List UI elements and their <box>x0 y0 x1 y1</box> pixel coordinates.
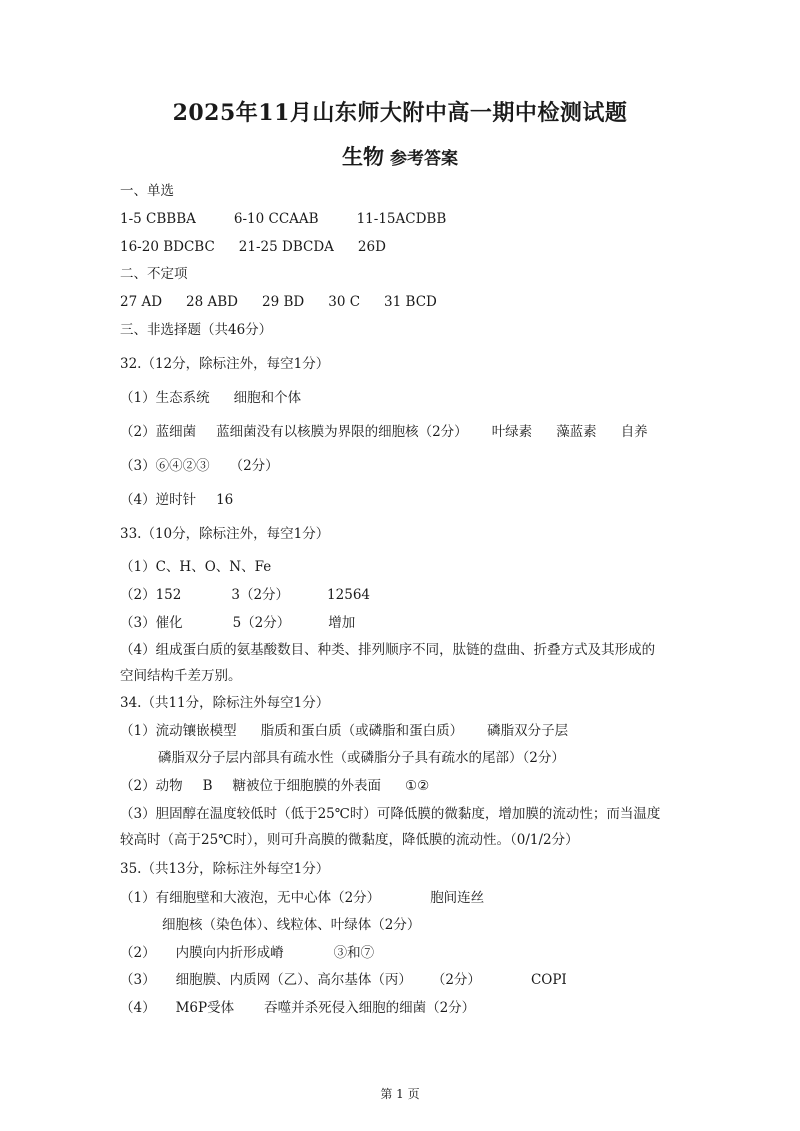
answer-text: 脂质和蛋白质（或磷脂和蛋白质） <box>260 723 464 739</box>
answer-text: （4）逆时针 <box>120 492 197 508</box>
answer-text: 16 <box>216 492 234 508</box>
answer-group: 29 BD <box>262 294 305 310</box>
answer-text: 增加 <box>328 615 356 631</box>
answer-text: COPI <box>530 972 567 988</box>
subject-label: 生物 <box>342 144 384 169</box>
answer-text: （3）⑥④②③ <box>120 458 210 474</box>
answer-text: 叶绿素 <box>491 424 533 440</box>
answer-text: M6P受体 <box>175 1000 235 1016</box>
question-header-34: 34.（共11分，除标注外每空1分） <box>120 695 330 711</box>
question-header-35: 35.（共13分，除标注外每空1分） <box>120 861 330 877</box>
section-heading-single-choice: 一、单选 <box>120 183 174 199</box>
answer-row <box>120 210 446 228</box>
answer-row <box>120 722 568 740</box>
answer-row <box>120 889 484 907</box>
answer-text: 蓝细菌没有以核膜为界限的细胞核（2分） <box>216 424 468 440</box>
answer-text: （2分） <box>229 458 279 474</box>
answer-group: 30 C <box>328 294 361 310</box>
page-number: 第 1 页 <box>380 1087 420 1101</box>
answer-text: （2）动物 <box>120 778 183 794</box>
answer-row: 磷脂双分子层内部具有疏水性（或磷脂分子具有疏水的尾部）（2分） <box>158 750 565 766</box>
answer-row <box>120 423 648 441</box>
document-title: 2025年11月山东师大附中高一期中检测试题 <box>172 100 628 126</box>
answer-text: 自养 <box>620 424 648 440</box>
answer-row: （4）组成蛋白质的氨基酸数目、种类、排列顺序不同，肽链的盘曲、折叠方式及其形成的 <box>120 642 656 658</box>
answer-text: 5（2分） <box>232 615 291 631</box>
answer-text: 细胞和个体 <box>233 390 302 406</box>
answer-row <box>120 389 301 407</box>
answer-text: ③和⑦ <box>333 945 375 961</box>
answer-text: 内膜向内折形成嵴 <box>175 945 284 961</box>
answer-group: 28 ABD <box>186 294 239 310</box>
section-heading-non-choice: 三、非选择题（共46分） <box>120 322 273 338</box>
answer-group: 26D <box>357 239 386 255</box>
answer-row <box>120 777 429 795</box>
answer-group: 16-20 BDCBC <box>120 239 215 255</box>
answer-row <box>120 238 386 256</box>
answer-text: 12564 <box>327 587 370 603</box>
answer-row <box>120 999 475 1017</box>
answer-text: （1）生态系统 <box>120 390 210 406</box>
answer-text: 胞间连丝 <box>430 890 485 906</box>
answer-text: 藻蓝素 <box>556 424 597 440</box>
answer-group: 1-5 CBBBA <box>120 211 196 227</box>
answer-row: （1）C、H、O、N、Fe <box>120 559 272 575</box>
answer-row <box>120 586 370 604</box>
answer-text: （2）152 <box>120 587 182 603</box>
answer-text: 磷脂双分子层 <box>487 723 569 739</box>
document-subtitle <box>0 141 800 171</box>
answer-text: （2）蓝细菌 <box>120 424 197 440</box>
answer-group: 27 AD <box>120 294 163 310</box>
answer-group: 11-15ACDBB <box>356 211 447 227</box>
answer-text: 3（2分） <box>231 587 290 603</box>
answer-group: 21-25 DBCDA <box>238 239 334 255</box>
answer-row <box>120 293 437 311</box>
answer-row: 较高时（高于25℃时），则可升高膜的微黏度，降低膜的流动性。（0/1/2分） <box>120 832 579 848</box>
question-header-33: 33.（10分，除标注外，每空1分） <box>120 526 330 542</box>
answer-row: （3）胆固醇在温度较低时（低于25℃时）可降低膜的微黏度，增加膜的流动性；而当温度 <box>120 806 661 822</box>
section-heading-indefinite: 二、不定项 <box>120 266 188 282</box>
answer-key-label: 参考答案 <box>390 149 458 169</box>
answer-text: ①② <box>405 778 430 794</box>
answer-text: （2分） <box>431 972 481 988</box>
answer-row <box>120 614 355 632</box>
answer-row: 细胞核（染色体）、线粒体、叶绿体（2分） <box>162 917 421 933</box>
answer-text: B <box>202 778 213 794</box>
answer-text: （1）有细胞壁和大液泡，无中心体（2分） <box>120 890 381 906</box>
question-header-32: 32.（12分，除标注外，每空1分） <box>120 356 330 372</box>
answer-row <box>120 971 567 989</box>
answer-text: 细胞膜、内质网（乙）、高尔基体（丙） <box>175 972 412 988</box>
answer-row <box>120 944 374 962</box>
answer-group: 6-10 CCAAB <box>233 211 319 227</box>
answer-text: 糖被位于细胞膜的外表面 <box>232 778 382 794</box>
answer-group: 31 BCD <box>384 294 437 310</box>
answer-text: （1）流动镶嵌模型 <box>120 723 237 739</box>
answer-text: 吞噬并杀死侵入细胞的细菌（2分） <box>264 1000 476 1016</box>
answer-text: （3）催化 <box>120 615 183 631</box>
answer-row <box>120 457 279 475</box>
answer-row: 空间结构千差万别。 <box>120 668 242 684</box>
answer-text: （4） <box>120 1000 156 1016</box>
answer-row <box>120 491 233 509</box>
answer-text: （2） <box>120 945 156 961</box>
answer-text: （3） <box>120 972 156 988</box>
